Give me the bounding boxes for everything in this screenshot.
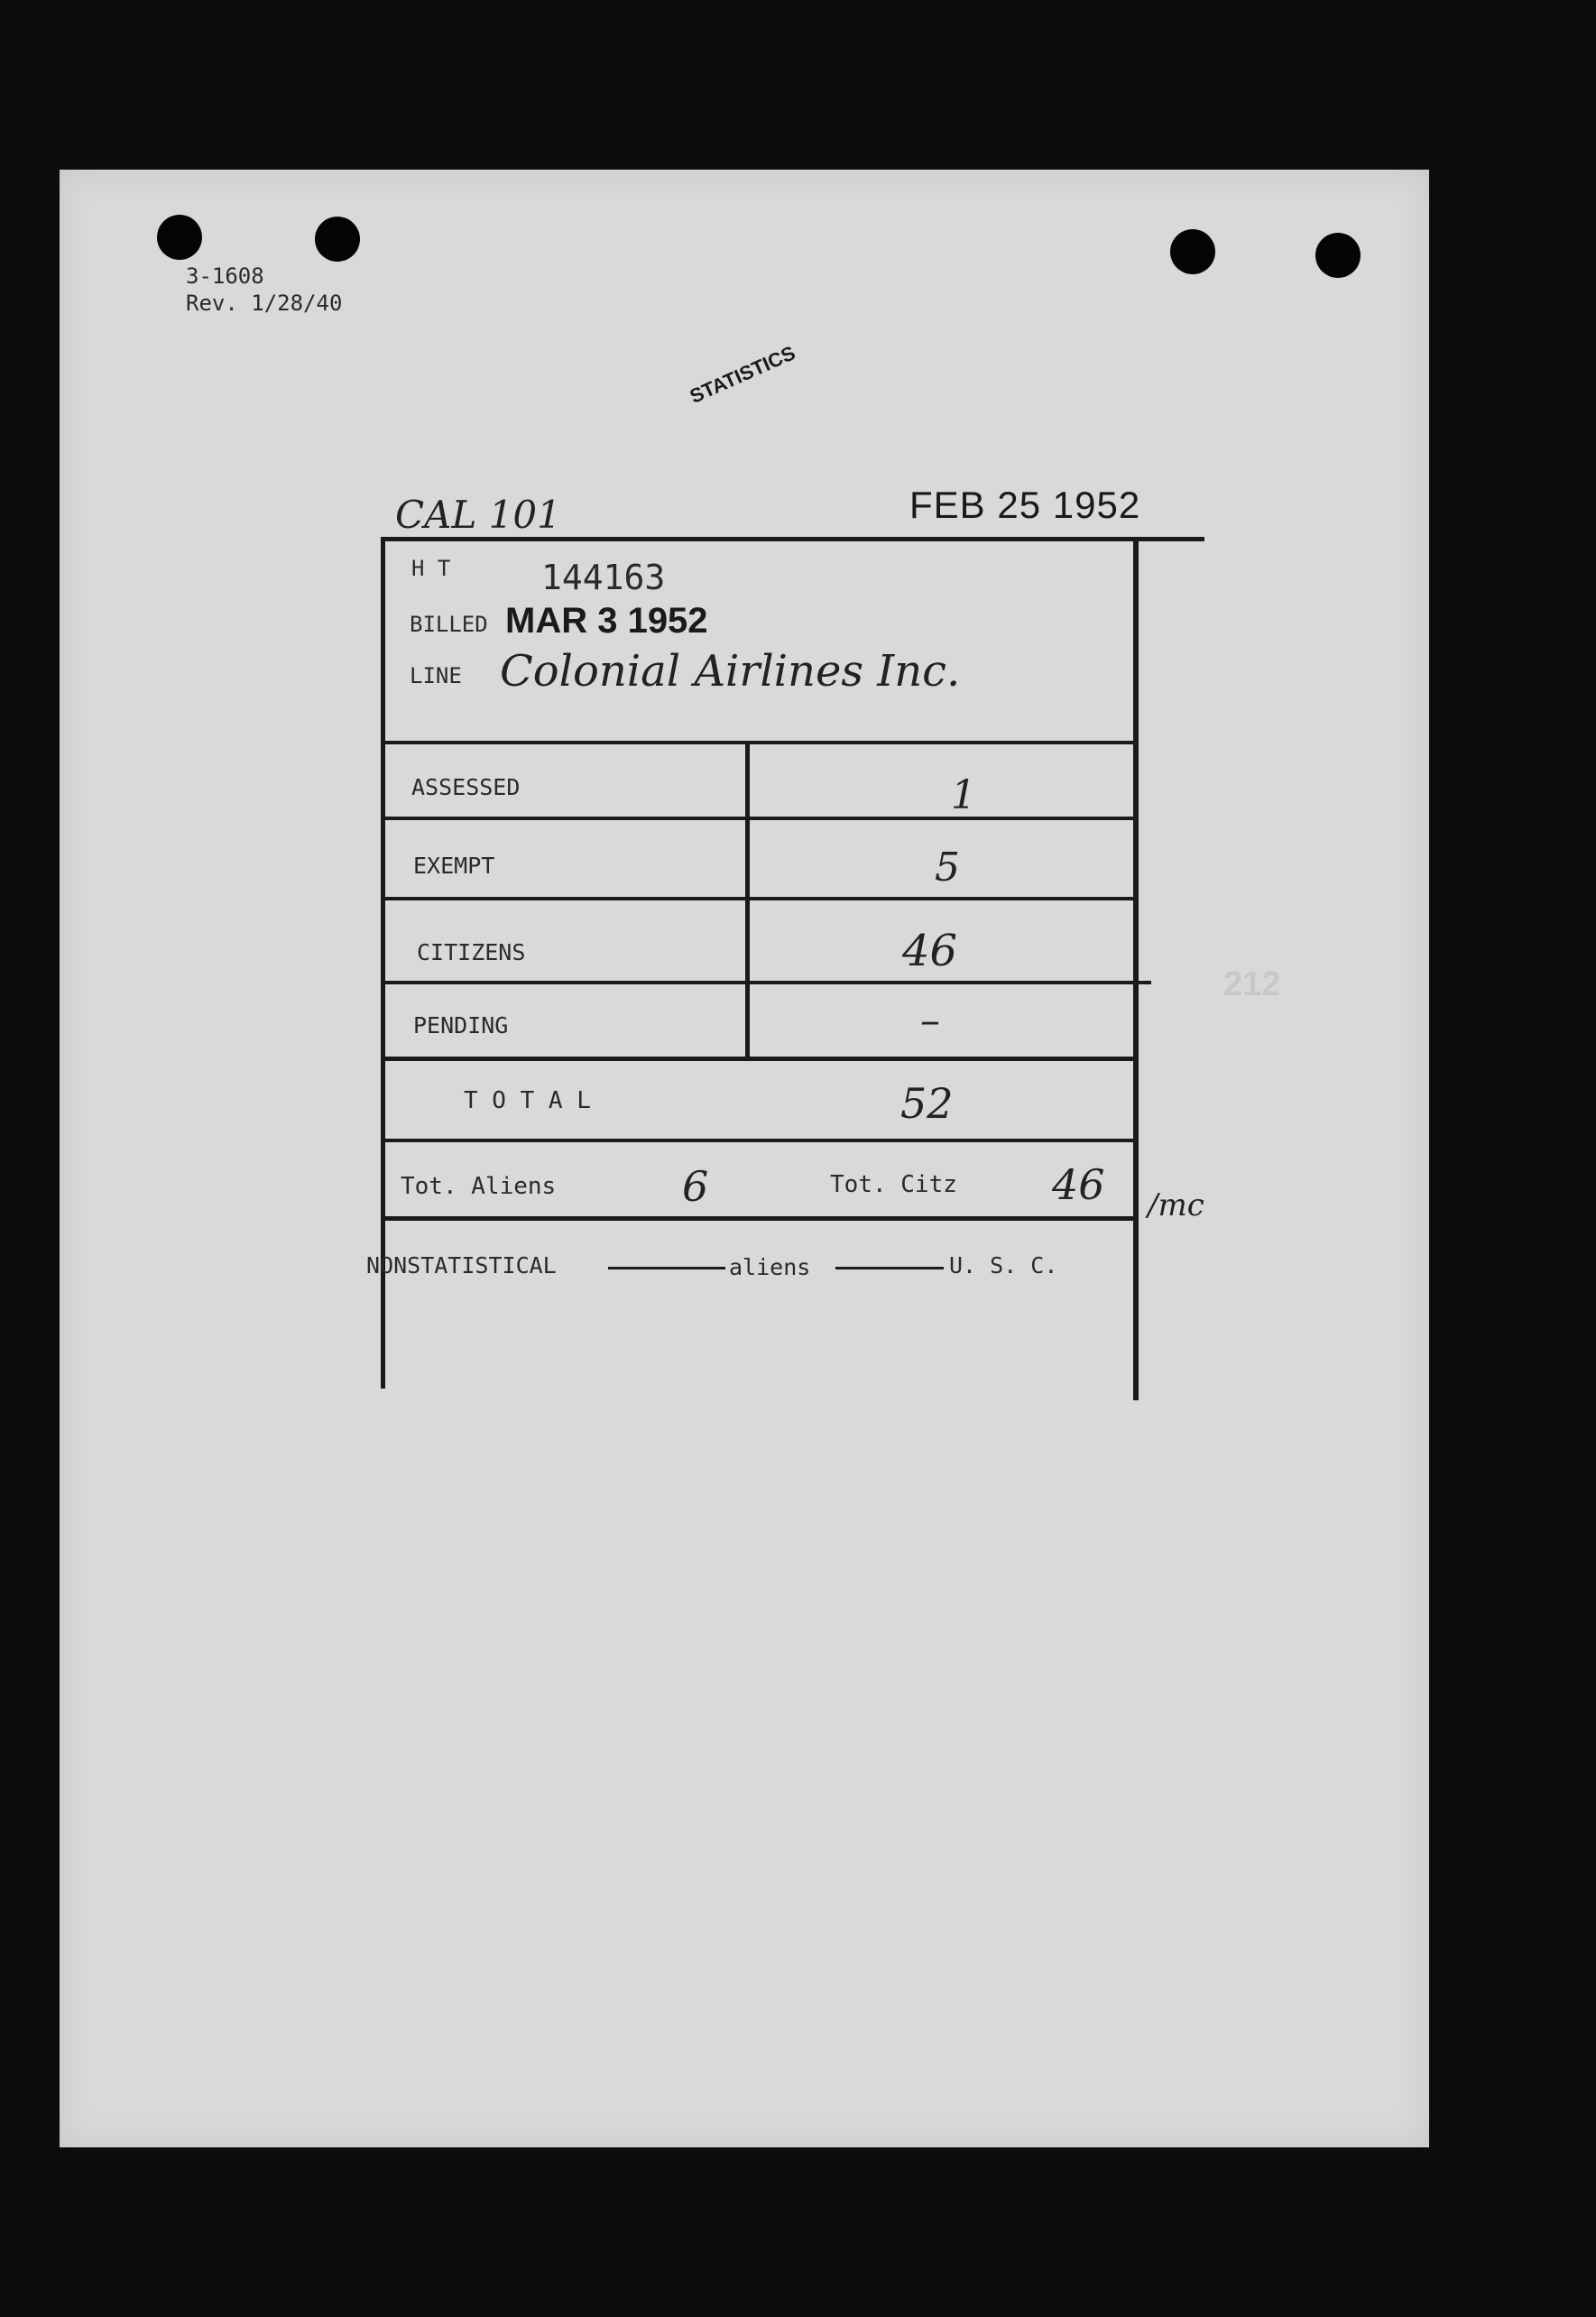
row-value-exempt: 5 [935,845,960,891]
form-page [60,170,1429,2147]
row-label-pending: PENDING [413,1012,509,1038]
blank-line [835,1267,944,1269]
line-label: LINE [410,663,462,688]
form-revision: Rev. 1/28/40 [186,291,343,316]
billed-label: BILLED [410,612,488,637]
total-citizens-label: Tot. Citz [830,1171,957,1198]
row-label-exempt: EXEMPT [413,853,495,879]
punch-hole [157,215,202,260]
nonstatistical-label: NONSTATISTICAL [366,1252,557,1279]
received-date-stamp: FEB 25 1952 [909,484,1141,526]
billed-date-stamp: MAR 3 1952 [505,601,708,641]
blank-line [608,1267,725,1269]
cal-number: CAL 101 [395,493,561,537]
row-value-citizens: 46 [902,926,958,976]
total-aliens-label: Tot. Aliens [401,1173,557,1200]
punch-hole [1315,233,1361,278]
statistics-stamp: STATISTICS [686,341,799,408]
nonstatistical-aliens: aliens [729,1254,811,1280]
line-value: Colonial Airlines Inc. [500,646,961,697]
total-label: T O T A L [464,1087,591,1114]
ht-label: H T [411,556,451,581]
total-aliens-value: 6 [682,1162,709,1211]
total-citizens-value: 46 [1052,1160,1105,1209]
row-label-assessed: ASSESSED [411,774,521,800]
row-value-pending: – [920,998,940,1044]
form-number: 3-1608 [186,263,264,289]
row-value-assessed: 1 [951,772,976,818]
row-label-citizens: CITIZENS [417,939,526,965]
ht-value: 144163 [541,558,666,597]
punch-hole [1170,229,1215,274]
total-value: 52 [900,1079,954,1128]
initials: /mc [1148,1187,1204,1223]
nonstatistical-usc: U. S. C. [949,1252,1058,1279]
side-number: 212 [1223,965,1281,1003]
punch-hole [315,217,360,262]
